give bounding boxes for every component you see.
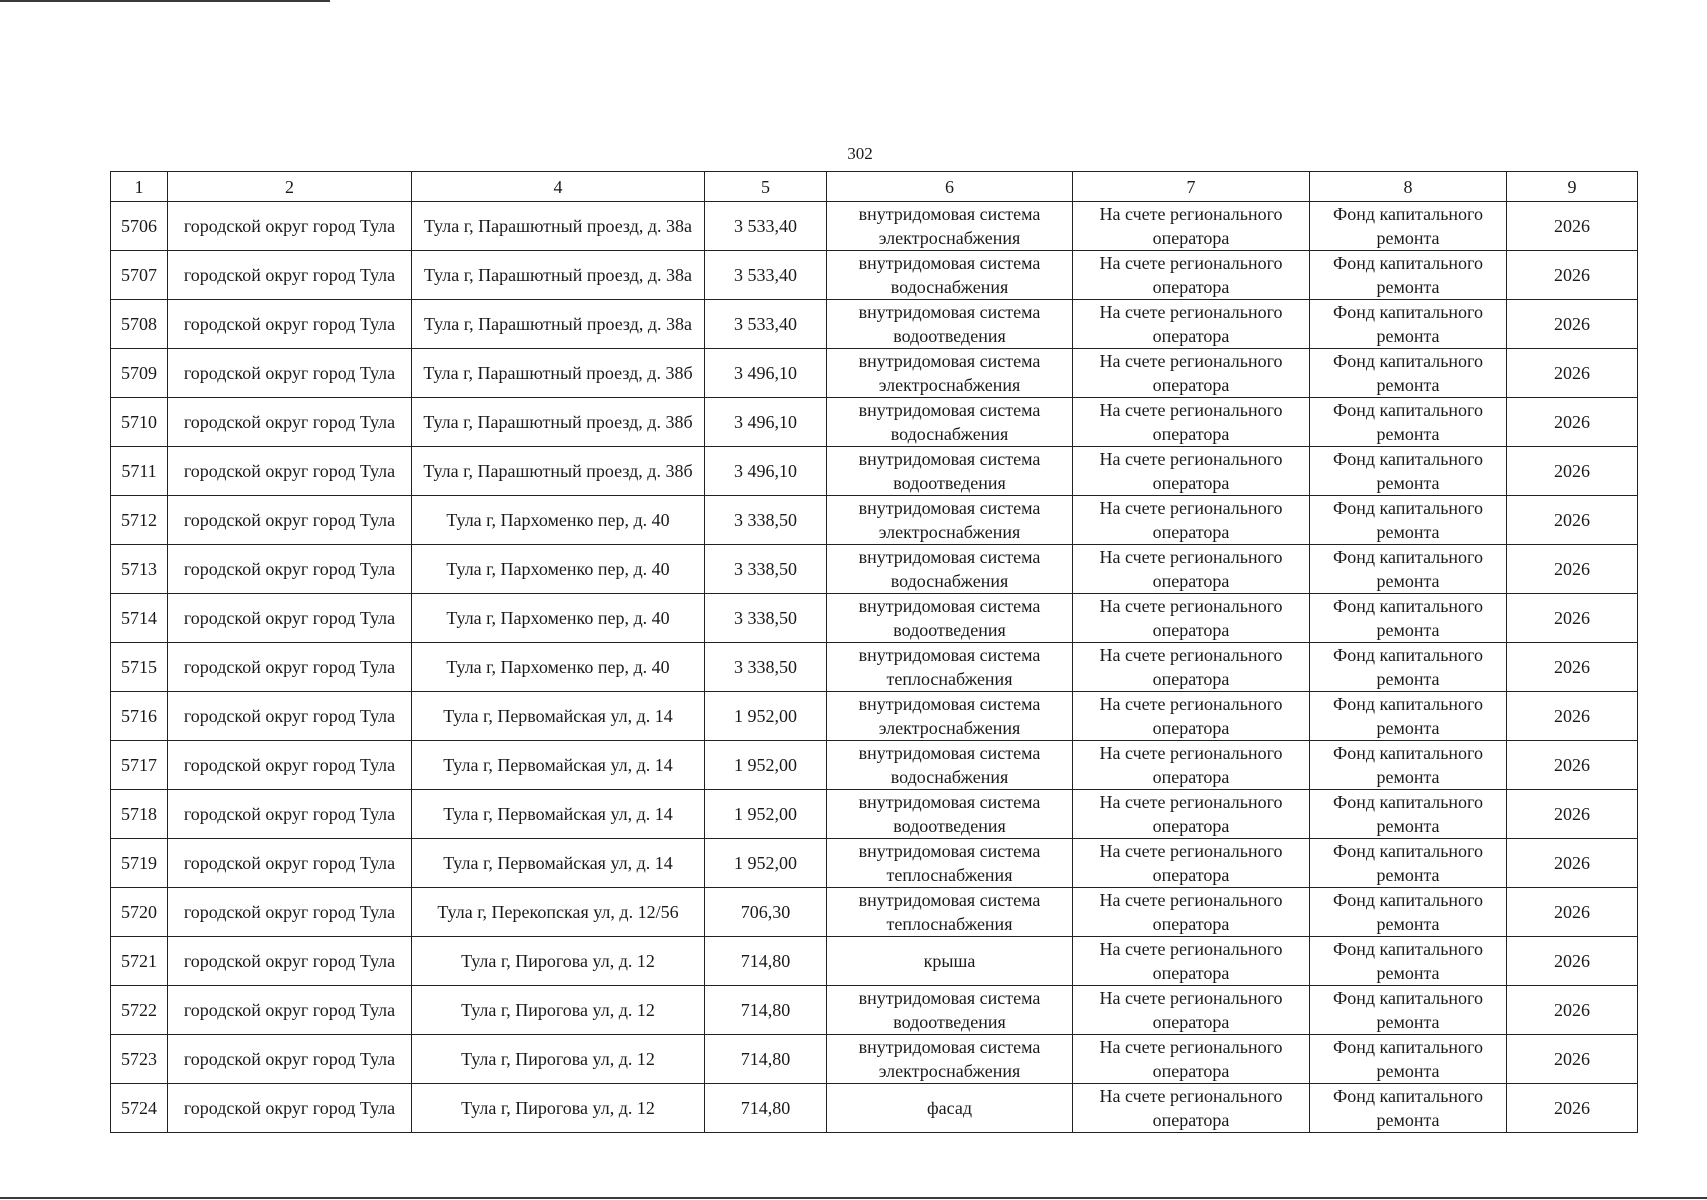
address-cell: Тула г, Пирогова ул, д. 12 bbox=[412, 1084, 705, 1133]
table-row bbox=[111, 888, 1638, 937]
fund-cell: Фонд капитального ремонта bbox=[1310, 202, 1507, 251]
fund-cell: Фонд капитального ремонта bbox=[1310, 1035, 1507, 1084]
area-cell: 1 952,00 bbox=[705, 741, 827, 790]
address-cell: Тула г, Парашютный проезд, д. 38а bbox=[412, 251, 705, 300]
row-number-cell: 5724 bbox=[111, 1084, 168, 1133]
table-row bbox=[111, 1084, 1638, 1133]
fund-cell: Фонд капитального ремонта bbox=[1310, 839, 1507, 888]
header-row bbox=[111, 172, 1638, 202]
year-cell: 2026 bbox=[1507, 643, 1638, 692]
table-row bbox=[111, 496, 1638, 545]
system-cell: внутридомовая система электроснабжения bbox=[827, 202, 1073, 251]
address-cell: Тула г, Первомайская ул, д. 14 bbox=[412, 839, 705, 888]
area-cell: 3 338,50 bbox=[705, 643, 827, 692]
system-cell: внутридомовая система водоснабжения bbox=[827, 741, 1073, 790]
header-cell: 5 bbox=[705, 172, 827, 202]
account-cell: На счете регионального оператора bbox=[1073, 202, 1310, 251]
district-cell: городской округ город Тула bbox=[168, 986, 412, 1035]
district-cell: городской округ город Тула bbox=[168, 545, 412, 594]
row-number-cell: 5711 bbox=[111, 447, 168, 496]
district-cell: городской округ город Тула bbox=[168, 594, 412, 643]
account-cell: На счете регионального оператора bbox=[1073, 251, 1310, 300]
table-row bbox=[111, 692, 1638, 741]
row-number-cell: 5712 bbox=[111, 496, 168, 545]
row-number-cell: 5721 bbox=[111, 937, 168, 986]
year-cell: 2026 bbox=[1507, 741, 1638, 790]
header-cell: 9 bbox=[1507, 172, 1638, 202]
account-cell: На счете регионального оператора bbox=[1073, 1084, 1310, 1133]
district-cell: городской округ город Тула bbox=[168, 643, 412, 692]
year-cell: 2026 bbox=[1507, 1084, 1638, 1133]
district-cell: городской округ город Тула bbox=[168, 790, 412, 839]
fund-cell: Фонд капитального ремонта bbox=[1310, 300, 1507, 349]
area-cell: 3 533,40 bbox=[705, 300, 827, 349]
row-number-cell: 5714 bbox=[111, 594, 168, 643]
address-cell: Тула г, Пархоменко пер, д. 40 bbox=[412, 496, 705, 545]
year-cell: 2026 bbox=[1507, 496, 1638, 545]
district-cell: городской округ город Тула bbox=[168, 447, 412, 496]
row-number-cell: 5706 bbox=[111, 202, 168, 251]
district-cell: городской округ город Тула bbox=[168, 839, 412, 888]
account-cell: На счете регионального оператора bbox=[1073, 545, 1310, 594]
area-cell: 3 338,50 bbox=[705, 594, 827, 643]
address-cell: Тула г, Пархоменко пер, д. 40 bbox=[412, 643, 705, 692]
row-number-cell: 5710 bbox=[111, 398, 168, 447]
address-cell: Тула г, Перекопская ул, д. 12/56 bbox=[412, 888, 705, 937]
header-cell: 4 bbox=[412, 172, 705, 202]
header-cell: 1 bbox=[111, 172, 168, 202]
row-number-cell: 5720 bbox=[111, 888, 168, 937]
fund-cell: Фонд капитального ремонта bbox=[1310, 496, 1507, 545]
system-cell: крыша bbox=[827, 937, 1073, 986]
table-body bbox=[111, 202, 1638, 1133]
account-cell: На счете регионального оператора bbox=[1073, 839, 1310, 888]
page-number: 302 bbox=[847, 144, 873, 163]
table-row bbox=[111, 447, 1638, 496]
row-number-cell: 5723 bbox=[111, 1035, 168, 1084]
area-cell: 3 338,50 bbox=[705, 496, 827, 545]
fund-cell: Фонд капитального ремонта bbox=[1310, 986, 1507, 1035]
account-cell: На счете регионального оператора bbox=[1073, 937, 1310, 986]
account-cell: На счете регионального оператора bbox=[1073, 643, 1310, 692]
address-cell: Тула г, Пирогова ул, д. 12 bbox=[412, 1035, 705, 1084]
account-cell: На счете регионального оператора bbox=[1073, 349, 1310, 398]
area-cell: 714,80 bbox=[705, 1084, 827, 1133]
area-cell: 3 496,10 bbox=[705, 349, 827, 398]
table-row bbox=[111, 643, 1638, 692]
year-cell: 2026 bbox=[1507, 986, 1638, 1035]
system-cell: внутридомовая система водоотведения bbox=[827, 594, 1073, 643]
system-cell: внутридомовая система электроснабжения bbox=[827, 1035, 1073, 1084]
header-cell: 8 bbox=[1310, 172, 1507, 202]
year-cell: 2026 bbox=[1507, 545, 1638, 594]
address-cell: Тула г, Парашютный проезд, д. 38б bbox=[412, 447, 705, 496]
row-number-cell: 5719 bbox=[111, 839, 168, 888]
address-cell: Тула г, Первомайская ул, д. 14 bbox=[412, 741, 705, 790]
row-number-cell: 5708 bbox=[111, 300, 168, 349]
fund-cell: Фонд капитального ремонта bbox=[1310, 1084, 1507, 1133]
account-cell: На счете регионального оператора bbox=[1073, 741, 1310, 790]
address-cell: Тула г, Первомайская ул, д. 14 bbox=[412, 790, 705, 839]
table-row bbox=[111, 545, 1638, 594]
account-cell: На счете регионального оператора bbox=[1073, 888, 1310, 937]
account-cell: На счете регионального оператора bbox=[1073, 692, 1310, 741]
district-cell: городской округ город Тула bbox=[168, 692, 412, 741]
district-cell: городской округ город Тула bbox=[168, 300, 412, 349]
year-cell: 2026 bbox=[1507, 937, 1638, 986]
district-cell: городской округ город Тула bbox=[168, 888, 412, 937]
header-cell: 6 bbox=[827, 172, 1073, 202]
year-cell: 2026 bbox=[1507, 398, 1638, 447]
fund-cell: Фонд капитального ремонта bbox=[1310, 398, 1507, 447]
fund-cell: Фонд капитального ремонта bbox=[1310, 790, 1507, 839]
district-cell: городской округ город Тула bbox=[168, 496, 412, 545]
table-row bbox=[111, 741, 1638, 790]
table-row bbox=[111, 398, 1638, 447]
bottom-rule bbox=[0, 1197, 1707, 1199]
area-cell: 3 338,50 bbox=[705, 545, 827, 594]
account-cell: На счете регионального оператора bbox=[1073, 1035, 1310, 1084]
fund-cell: Фонд капитального ремонта bbox=[1310, 888, 1507, 937]
fund-cell: Фонд капитального ремонта bbox=[1310, 251, 1507, 300]
system-cell: внутридомовая система водоснабжения bbox=[827, 251, 1073, 300]
row-number-cell: 5707 bbox=[111, 251, 168, 300]
account-cell: На счете регионального оператора bbox=[1073, 300, 1310, 349]
year-cell: 2026 bbox=[1507, 692, 1638, 741]
year-cell: 2026 bbox=[1507, 300, 1638, 349]
account-cell: На счете регионального оператора bbox=[1073, 790, 1310, 839]
area-cell: 3 496,10 bbox=[705, 447, 827, 496]
table-row bbox=[111, 594, 1638, 643]
area-cell: 3 496,10 bbox=[705, 398, 827, 447]
year-cell: 2026 bbox=[1507, 447, 1638, 496]
area-cell: 714,80 bbox=[705, 986, 827, 1035]
fund-cell: Фонд капитального ремонта bbox=[1310, 692, 1507, 741]
address-cell: Тула г, Пирогова ул, д. 12 bbox=[412, 937, 705, 986]
system-cell: внутридомовая система электроснабжения bbox=[827, 692, 1073, 741]
year-cell: 2026 bbox=[1507, 1035, 1638, 1084]
system-cell: внутридомовая система водоотведения bbox=[827, 986, 1073, 1035]
account-cell: На счете регионального оператора bbox=[1073, 594, 1310, 643]
area-cell: 714,80 bbox=[705, 1035, 827, 1084]
table-row bbox=[111, 1035, 1638, 1084]
table-row bbox=[111, 349, 1638, 398]
header-cell: 2 bbox=[168, 172, 412, 202]
row-number-cell: 5709 bbox=[111, 349, 168, 398]
address-cell: Тула г, Пархоменко пер, д. 40 bbox=[412, 545, 705, 594]
system-cell: внутридомовая система теплоснабжения bbox=[827, 839, 1073, 888]
row-number-cell: 5713 bbox=[111, 545, 168, 594]
system-cell: внутридомовая система водоснабжения bbox=[827, 398, 1073, 447]
district-cell: городской округ город Тула bbox=[168, 349, 412, 398]
system-cell: внутридомовая система теплоснабжения bbox=[827, 643, 1073, 692]
area-cell: 1 952,00 bbox=[705, 692, 827, 741]
fund-cell: Фонд капитального ремонта bbox=[1310, 349, 1507, 398]
system-cell: фасад bbox=[827, 1084, 1073, 1133]
row-number-cell: 5717 bbox=[111, 741, 168, 790]
address-cell: Тула г, Пархоменко пер, д. 40 bbox=[412, 594, 705, 643]
account-cell: На счете регионального оператора bbox=[1073, 496, 1310, 545]
row-number-cell: 5716 bbox=[111, 692, 168, 741]
system-cell: внутридомовая система водоснабжения bbox=[827, 545, 1073, 594]
capital-repair-table bbox=[110, 171, 1638, 1133]
address-cell: Тула г, Парашютный проезд, д. 38б bbox=[412, 349, 705, 398]
table-row bbox=[111, 986, 1638, 1035]
area-cell: 706,30 bbox=[705, 888, 827, 937]
year-cell: 2026 bbox=[1507, 790, 1638, 839]
address-cell: Тула г, Парашютный проезд, д. 38б bbox=[412, 398, 705, 447]
account-cell: На счете регионального оператора bbox=[1073, 398, 1310, 447]
system-cell: внутридомовая система электроснабжения bbox=[827, 349, 1073, 398]
address-cell: Тула г, Парашютный проезд, д. 38а bbox=[412, 202, 705, 251]
table-row bbox=[111, 300, 1638, 349]
year-cell: 2026 bbox=[1507, 594, 1638, 643]
account-cell: На счете регионального оператора bbox=[1073, 447, 1310, 496]
account-cell: На счете регионального оператора bbox=[1073, 986, 1310, 1035]
district-cell: городской округ город Тула bbox=[168, 251, 412, 300]
system-cell: внутридомовая система водоотведения bbox=[827, 300, 1073, 349]
top-rule bbox=[0, 0, 330, 2]
district-cell: городской округ город Тула bbox=[168, 202, 412, 251]
area-cell: 3 533,40 bbox=[705, 202, 827, 251]
year-cell: 2026 bbox=[1507, 251, 1638, 300]
address-cell: Тула г, Парашютный проезд, д. 38а bbox=[412, 300, 705, 349]
year-cell: 2026 bbox=[1507, 888, 1638, 937]
address-cell: Тула г, Первомайская ул, д. 14 bbox=[412, 692, 705, 741]
table-row bbox=[111, 839, 1638, 888]
year-cell: 2026 bbox=[1507, 839, 1638, 888]
fund-cell: Фонд капитального ремонта bbox=[1310, 545, 1507, 594]
table-row bbox=[111, 251, 1638, 300]
district-cell: городской округ город Тула bbox=[168, 741, 412, 790]
address-cell: Тула г, Пирогова ул, д. 12 bbox=[412, 986, 705, 1035]
fund-cell: Фонд капитального ремонта bbox=[1310, 643, 1507, 692]
fund-cell: Фонд капитального ремонта bbox=[1310, 447, 1507, 496]
system-cell: внутридомовая система водоотведения bbox=[827, 447, 1073, 496]
fund-cell: Фонд капитального ремонта bbox=[1310, 741, 1507, 790]
row-number-cell: 5718 bbox=[111, 790, 168, 839]
area-cell: 3 533,40 bbox=[705, 251, 827, 300]
row-number-cell: 5722 bbox=[111, 986, 168, 1035]
fund-cell: Фонд капитального ремонта bbox=[1310, 594, 1507, 643]
header-cell: 7 bbox=[1073, 172, 1310, 202]
table-row bbox=[111, 937, 1638, 986]
area-cell: 1 952,00 bbox=[705, 790, 827, 839]
table-row bbox=[111, 790, 1638, 839]
table-row bbox=[111, 202, 1638, 251]
district-cell: городской округ город Тула bbox=[168, 1084, 412, 1133]
year-cell: 2026 bbox=[1507, 202, 1638, 251]
fund-cell: Фонд капитального ремонта bbox=[1310, 937, 1507, 986]
year-cell: 2026 bbox=[1507, 349, 1638, 398]
area-cell: 714,80 bbox=[705, 937, 827, 986]
system-cell: внутридомовая система водоотведения bbox=[827, 790, 1073, 839]
district-cell: городской округ город Тула bbox=[168, 398, 412, 447]
area-cell: 1 952,00 bbox=[705, 839, 827, 888]
row-number-cell: 5715 bbox=[111, 643, 168, 692]
system-cell: внутридомовая система электроснабжения bbox=[827, 496, 1073, 545]
district-cell: городской округ город Тула bbox=[168, 937, 412, 986]
system-cell: внутридомовая система теплоснабжения bbox=[827, 888, 1073, 937]
district-cell: городской округ город Тула bbox=[168, 1035, 412, 1084]
